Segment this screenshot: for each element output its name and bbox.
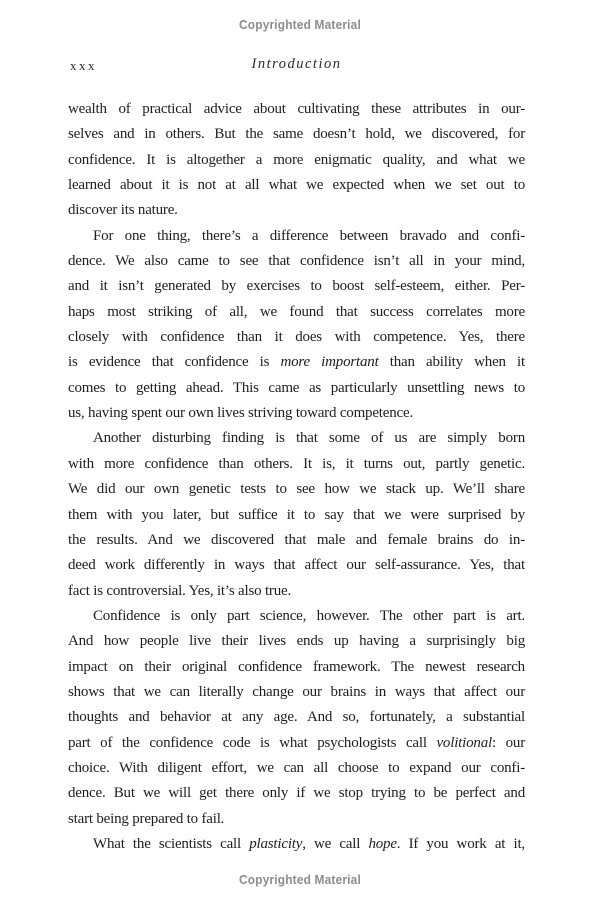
page-header: [68, 56, 525, 74]
text-line: confidence. It is altogether a more enigmatic quality, and what we: [68, 151, 525, 168]
text-line: Confidence is only part science, however. The other part is art.: [93, 607, 525, 624]
text-line: start being prepared to fail.: [68, 810, 225, 827]
text-line: with more confidence than others. It is, it turns out, partly genetic.: [68, 455, 525, 472]
text-line: deed work differently in ways that affect our self-assurance. Yes, that: [68, 557, 525, 574]
text-line: the results. And we discovered that male and female brains do in-: [68, 531, 525, 548]
text-line: And how people live their lives ends up having a surprisingly big: [68, 633, 525, 650]
chapter-title: Introduction: [251, 56, 342, 72]
text-line: shows that we can literally change our brains in ways that affect our: [68, 683, 525, 700]
text-line: We did our own genetic tests to see how we stack up. We’ll share: [68, 481, 525, 498]
text-line: dence. But we will get there only if we stop trying to be perfect and: [68, 785, 525, 802]
text-line: dence. We also came to see that confidence isn’t all in your mind,: [68, 253, 525, 270]
text-line: wealth of practical advice about cultivating these attributes in our-: [68, 101, 525, 117]
body-text: [68, 97, 525, 857]
text-line: comes to getting ahead. This came as particularly unsettling news to: [68, 379, 525, 396]
text-line: us, having spent our own lives striving toward competence.: [68, 405, 413, 422]
page-number: xxx: [70, 58, 97, 73]
text-line: What the scientists call plasticity, we call hope. If you work at it,: [93, 835, 525, 852]
text-line: thoughts and behavior at any age. And so, fortunately, a substantial: [68, 709, 525, 726]
text-line: closely with confidence than it does with competence. Yes, there: [68, 329, 525, 346]
text-line: them with you later, but suffice it to say that we were surprised by: [68, 506, 525, 523]
text-line: selves and in others. But the same doesn’t hold, we discovered, for: [68, 126, 525, 143]
text-line: and it isn’t generated by exercises to boost self-esteem, either. Per-: [68, 278, 525, 295]
text-line: discover its nature.: [68, 202, 178, 219]
text-line: impact on their original confidence framework. The newest research: [68, 658, 525, 675]
text-line: is evidence that confidence is more important than ability when it: [68, 354, 525, 371]
text-line: fact is controversial. Yes, it’s also true.: [68, 582, 292, 599]
text-line: part of the confidence code is what psychologists call volitional: our: [68, 734, 525, 751]
text-line: choice. With diligent effort, we can all choose to expand our confi-: [68, 759, 525, 776]
text-line: haps most striking of all, we found that success correlates more: [68, 303, 525, 320]
text-line: learned about it is not at all what we expected when we set out to: [68, 177, 525, 194]
text-line: Another disturbing finding is that some of us are simply born: [93, 430, 525, 447]
top-watermark: Copyrighted Material: [239, 18, 361, 32]
bottom-watermark: Copyrighted Material: [239, 873, 361, 887]
text-line: For one thing, there’s a difference between bravado and confi-: [93, 227, 525, 244]
